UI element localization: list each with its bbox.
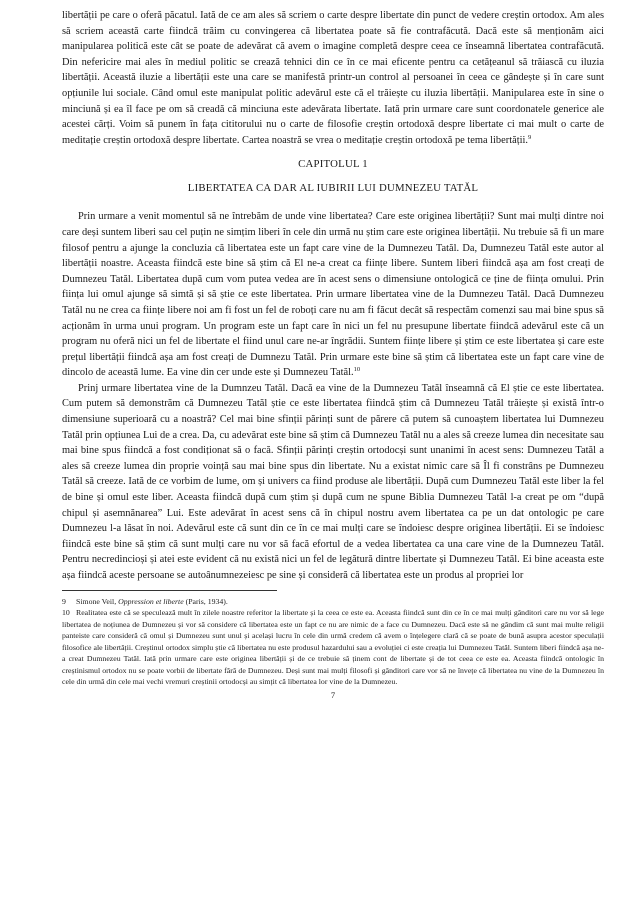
footnote-9-rest: (Paris, 1934). [185,596,228,606]
page-number: 7 [330,689,336,700]
paragraph-1-text: Prin urmare a venit momentul să ne întrebăm de unde vine libertatea? Care este originea libertății? Sunt mai mulți dintre noi care deși suntem liberi sau cel puțin ne simțim liberi în cele din urmă nu știm care este originea libertății. Nu trebuie să fi un mare filosof pentru a ajunge la concluzia că libertatea este un fapt care vine de la Dumnezeu Tatăl. Da, Dumnezeu Tatăl este autor al libertății noastre. Aceasta fiindcă este bine să știm că El ne-a creat ca ființe libere. Suntem liberi fiindcă așa am fost creați de Dumnezeu Tatăl. Libertatea după cum vom putea vedea are în acest sens o dimensiune ontologică ce ține de ființa omului. Prin ființa lui omul ajunge să simtă și să știe ce este libertatea. Prin urmare libertatea vine de la Dumnezeu Tatăl. Dacă Dumnezeu Tatăl nu ne crea ca ființe libere noi am fi fost un fel de roboți care nu am fi făcut decât să respectăm comenzi sau mai bine spus să acționăm în urma unui program. Un program este un fapt care în nici un fel nu presupune libertate fiindcă adevărul este că un program nu oferă nici un fel de libertate el fiind unul care ne-ar îngrădii. Suntem ființe libere și știm ce este libertatea și care este prețul libertății fiindcă așa am fost creați de Dumnezu Tatăl. Prin urmare este bine să știm că libertatea este un fapt care vine de dincolo de această lume. Ea vine din cer unde este și Dumnezeu Tatăl. [62,211,604,379]
footnote-9-author: Simone Veil, [76,596,117,606]
footnote-10-text: Realitatea este că se speculează mult în zilele noastre referitor la libertate și la ceea ce este ea. Aceasta fiindcă sunt din ce în ce mai mulți gânditori care nu vor să lege libertatea de noțiunea de Dumnezeu și vor să considere că libertatea este un fapt ce nu are nimic de a face cu Dumnezeu. Dacă este să ne gândim că sunt mai multe religii panteiste care consideră că omul și Dumnezeu sunt unul și același lucru în cele din urmă credem că avem o înțelegere clară că se poate de bună asupra acestor speculații filosofice ale libertății. Creștinul ortodox simplu știe că libertatea nu este produsul hazardului sau a evoluției ci este creația lui Dumnezeu Tatăl. Suntem liberi fiindcă așa ne-a creat Dumnezeu Tatăl. Iată prin urmare care este originea libertății și de ce trebuie să ținem cont de libertate și de tot ceea ce este ea. Aceasta fiindcă ontologic în creștinismul ortodox nu se poate vorbii de libertate fără de Dumnezeu. Deși sunt mai mulți filosofi și gânditori care vor să ne învețe că libertatea nu vine de la Dumnezeu în cele din urmă din cele mai vechi vremuri creștinii ortodocși au simțit că libertatea lor vine de la Dumnezeu. [62,608,604,687]
footnote-ref-10[interactable]: 10 [353,366,361,374]
footnote-divider [62,590,277,591]
document-page [62,8,604,700]
footnote-9-title: Oppression et liberte [118,596,184,606]
intro-paragraph [62,8,604,148]
chapter-title: LIBERTATEA CA DAR AL IUBIRII LUI DUMNEZEU TATĂL [187,182,479,195]
body-paragraph-2 [62,381,604,584]
footnote-10 [62,607,604,688]
chapter-label: CAPITOLUL 1 [298,158,368,171]
footnote-10-number: 10 [62,608,70,618]
footnote-9 [62,596,604,608]
footnote-ref-9[interactable]: 9 [527,133,532,141]
footnote-9-number: 9 [62,596,66,606]
body-paragraph-1 [62,209,604,381]
paragraph-2-text: Prinj urmare libertatea vine de la Dumnzeu Tatăl. Dacă ea vine de la Dumnezeu Tatăl înseamnă că El știe ce este libertatea. Cum putem să demonstrăm că Dumnezeu Tatăl știe ce este libertatea fiindcă știm că Dumnezeu Tatăl trăiește și există într-o dimensiune superioară cu a noastră? Cel mai bine sfinții părinți sunt de părere că putem să cunoaștem libertatea lui Dumnezeu Tatăl prin opțiunea Lui de a crea. Da, cu adevărat este bine să știm că Dumnezeu Tatăl nu a ales să creeze lumea din necesitate sau mai bine spus fiindcă a fost condiționat să o facă. Sfinții părinți creștin ortodocși sunt unanimi în acest sens: Dumnezeu Tatăl a ales să creeze lumea din proprie voință sau mai bine spus din libertate. Nu a existat nimic care să Îl fi constrâns pe Dumnezeu Tatăl să creeze. Iată de ce vorbim de lume, om și univers ca fiind produse ale libertății. După cum Dumnezeu Tatăl este liber la fel de bine și omul este liber. Aceasta fiindcă după cum știm și după cum ne spune Biblia Dumnezeu Tatăl l-a creat pe om “după chipul și asemnănarea” Lui. Este adevărat în acest sens că în chipul nostru avem libertatea ca pe un dat ontologic pe care Dumnezeu l-a lăsat în noi. Adevărul este că sunt din ce în ce mai mulți care se îndoiesc despre originea libertății. Ei se îndoiesc fiindcă este bine să știm că sunt mulți care nu vor să facă efortul de a vedea libertatea ca una care vine de la Dumnezeu Tatăl. Pentru necredincioși și atei este evident că nu există nici un fel de legătură dintre libertate și Dumnezeu Tatăl. Ei bine aceasta este așa fiindcă aceste persoane se autoânumnezeiesc pe sine și consideră că libertatea este un produs al propriei lor [62,382,604,581]
intro-text: libertății pe care o oferă păcatul. Iată de ce am ales să scriem o carte despre libertate din punct de vedere creștin ortodox. Am ales să scriem această carte fiindcă trăim cu convingerea că libertatea poate să fie contrafăcută. Dacă este să menționăm aici manipularea politică este cât se poate de adevărat că avem o imagine completă despre ceea ce înseamnă libertatea contrafăcută. Din nefericire mai ales în mediul politic se crează tehnici din ce în ce mai eficente pentru ca cetățeanul să trăiască cu iluzia libertății. Această iluzie a libertății este una care se manifestă printr-un control al persoanei în ceea ce gândește și în care sunt opțiunile lui sociale. Când omul este manipulat politic adevărul este că el trăiește cu iluzia libertății. Manipularea este în sine o minciună și ea îl face pe om să creadă că minciuna este adevărata libertate. Iată prin urmare care sunt coordonatele generice ale acestei cărți. Voim să punem în fața cititorului nu o carte de filosofie creștin ortodoxă despre libertate ci mai mult o carte de meditație creștin ortodoxă despre libertate. Cartea noastră se vrea o meditație creștin ortodoxă pe tema libertății. [62,10,604,146]
